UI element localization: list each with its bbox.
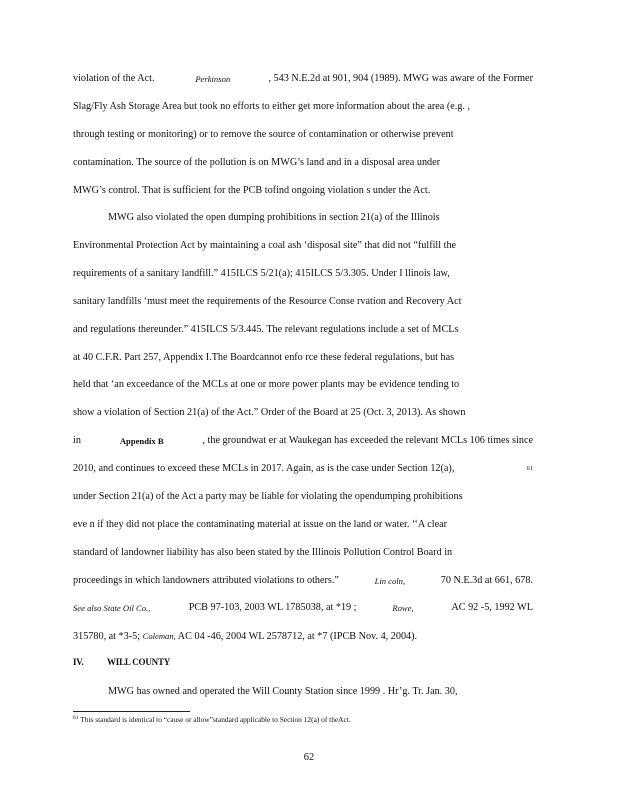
- page-number: 62: [303, 752, 315, 763]
- text-segment: , 543 N.E.2d at 901, 904 (1989). MWG was aware of the Former: [268, 73, 533, 84]
- text-segment: requirements of a sanitary landfill.” 415ILCS 5/21(a); 415ILCS 5/3.305. Under I llinois law,: [73, 268, 450, 279]
- text-segment: through testing or monitoring) or to remove the source of contamination or otherwise prevent: [73, 129, 454, 140]
- text-segment: 70 N.E.3d at 661, 678.: [438, 575, 533, 586]
- text-line: [73, 630, 533, 643]
- case-citation: See also State Oil Co.,: [73, 603, 151, 613]
- text-segment: eve n if they did not place the contaminating material at issue on the land or water. ‘‘A clear: [73, 519, 448, 530]
- text-line: [73, 602, 533, 614]
- text-segment: held that ‘an exceedance of the MCLs at one or more power plants may be evidence tending to: [73, 379, 460, 390]
- text-segment: standard of landowner liability has also been stated by the Illinois Pollution Control Board in: [73, 547, 453, 558]
- text-line: [73, 129, 533, 141]
- text-line: [73, 435, 533, 447]
- text-segment: contamination. The source of the pollution is on MWG’s land and in a disposal area under: [73, 157, 441, 168]
- text-segment: violation of the Act.: [73, 73, 158, 84]
- text-segment: in: [73, 435, 81, 446]
- appendix-reference: Appendix B: [119, 436, 164, 446]
- text-line: [73, 379, 533, 391]
- footnote-marker: 61: [73, 715, 79, 721]
- text-segment: and regulations thereunder.” 415ILCS 5/3.445. The relevant regulations include a set of MCLs: [73, 324, 459, 335]
- case-citation: Lin coln,: [374, 576, 406, 586]
- text-segment: MWG also violated the open dumping prohibitions in section 21(a) of the Illinois: [108, 212, 440, 223]
- text-line: [73, 268, 533, 280]
- section-heading-title: WILL COUNTY: [107, 657, 171, 667]
- footnote-text: This standard is identical to “cause or allow”standard applicable to Section 12(a) of theAct.: [80, 715, 351, 724]
- case-citation: Coleman,: [142, 631, 176, 641]
- text-segment: AC 04 -46, 2004 WL 2578712, at *7 (IPCB Nov. 4, 2004).: [175, 631, 418, 642]
- text-segment: sanitary landfills ‘must meet the requirements of the Resource Conse rvation and Recovery Act: [73, 296, 462, 307]
- text-line: [108, 212, 533, 224]
- text-line: [73, 491, 533, 503]
- text-segment: MWG’s control. That is sufficient for the PCB tofind ongoing violation s under the Act.: [73, 185, 431, 196]
- text-line: [73, 407, 533, 419]
- text-segment: at 40 C.F.R. Part 257, Appendix I.The Boardcannot enfo rce these federal regulations, but has: [73, 352, 455, 363]
- text-line: [73, 240, 533, 252]
- text-segment: Environmental Protection Act by maintaining a coal ash ‘disposal site” that did not “fulfill the: [73, 240, 457, 251]
- text-line: [73, 575, 533, 587]
- text-segment: 2010, and continues to exceed these MCLs in 2017. Again, as is the case under Section 12(a),: [73, 463, 457, 474]
- text-line: [73, 324, 533, 336]
- text-line: [73, 519, 533, 531]
- text-segment: MWG has owned and operated the Will County Station since 1999 . Hr’g. Tr. Jan. 30,: [108, 686, 458, 697]
- text-segment: show a violation of Section 21(a) of the Act.” Order of the Board at 25 (Oct. 3, 2013). As shown: [73, 407, 466, 418]
- text-line: [73, 157, 533, 169]
- footnote-reference: 61: [526, 465, 533, 472]
- text-segment: AC 92 -5, 1992 WL: [449, 602, 533, 613]
- case-citation: Rowe,: [392, 603, 414, 613]
- section-heading-number: IV.: [73, 657, 84, 667]
- text-line: [108, 686, 533, 698]
- text-line: [73, 352, 533, 364]
- text-line: [73, 185, 533, 197]
- text-line: [73, 463, 533, 475]
- text-segment: 315780, at *3-5;: [73, 631, 143, 642]
- text-segment: , the groundwat er at Waukegan has exceeded the relevant MCLs 106 times since: [202, 435, 533, 446]
- text-segment: under Section 21(a) of the Act a party may be liable for violating the opendumping prohibitions: [73, 491, 463, 502]
- text-line: [73, 547, 533, 559]
- section-heading: [73, 657, 170, 667]
- text-segment: PCB 97-103, 2003 WL 1785038, at *19 ;: [186, 602, 357, 613]
- text-line: [73, 296, 533, 308]
- text-segment: Slag/Fly Ash Storage Area but took no efforts to either get more information about the area (e.g. ,: [73, 101, 471, 112]
- footnote-separator: [73, 711, 190, 712]
- text-line: [73, 73, 533, 85]
- case-citation: Perkinson: [195, 74, 231, 84]
- text-segment: proceedings in which landowners attributed violations to others.”: [73, 575, 342, 586]
- text-line: [73, 101, 533, 113]
- footnote: [73, 714, 443, 724]
